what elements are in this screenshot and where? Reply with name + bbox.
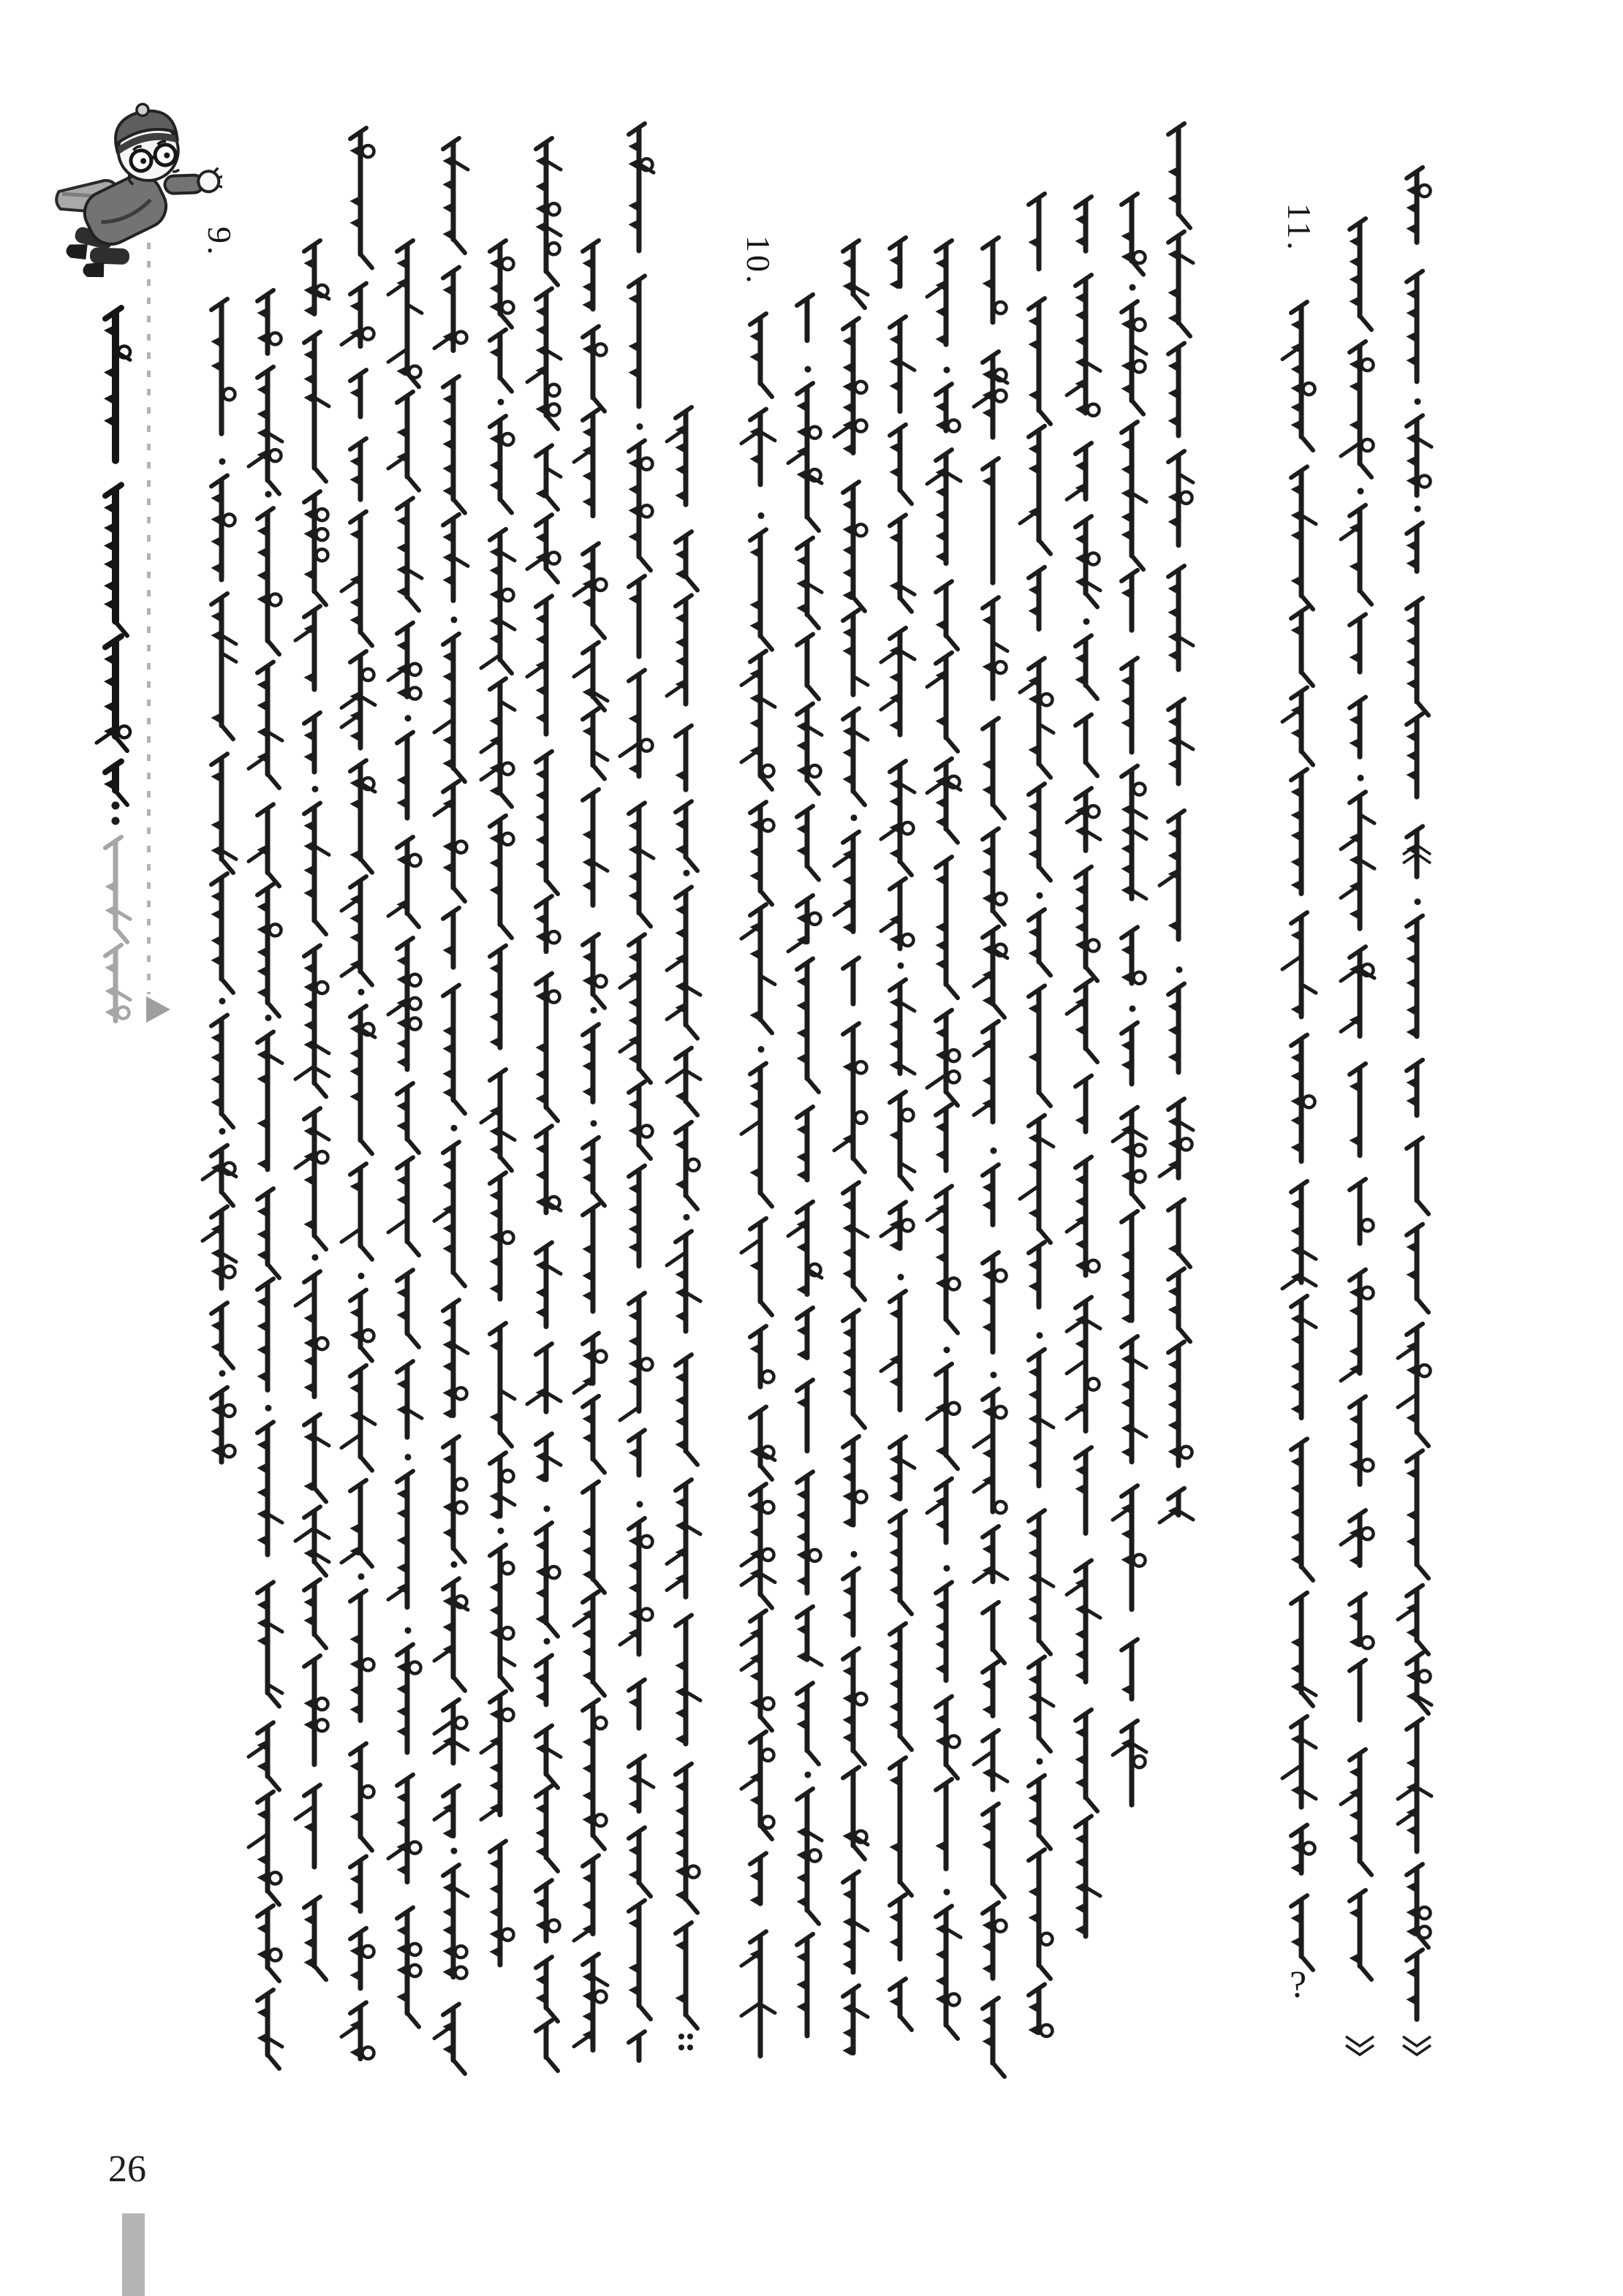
mongolian-text-column-sec10 <box>881 238 915 2030</box>
section-number-9: 9. <box>201 227 238 258</box>
mongolian-text-column-sec10 <box>788 295 822 2039</box>
mongolian-text-column-sec10 <box>741 314 775 2058</box>
mongolian-text-column-sec10 <box>1159 124 1193 1523</box>
mongolian-text-column-sec10 <box>834 240 868 2056</box>
question-mark: ? <box>1290 1964 1307 2006</box>
mongolian-text-column-sec9 <box>574 240 608 2053</box>
mongolian-text-column-sec11 <box>1398 167 1431 2055</box>
unit-subtitle-script <box>105 837 131 1023</box>
mongolian-text-column-sec9 <box>620 124 654 2063</box>
section-number-10: 10. <box>740 235 777 287</box>
page-number: 26 <box>108 2148 146 2190</box>
mongolian-text-column-sec10 <box>974 238 1007 2077</box>
mongolian-text-column-sec11 <box>1282 302 1316 1970</box>
mongolian-text-column-sec9 <box>249 290 282 2069</box>
mongolian-text-column-sec9 <box>203 299 236 1465</box>
mongolian-text-column-sec9 <box>434 138 468 2074</box>
mongolian-text-column-sec10 <box>927 240 961 2039</box>
page-corner-print-bar <box>122 2213 145 2296</box>
mongolian-text-column-sec9 <box>388 240 422 2027</box>
mongolian-text-column-sec11 <box>1341 219 1374 2055</box>
mongolian-text-column-sec9 <box>341 128 375 2061</box>
mongolian-text-column-sec9 <box>481 240 515 1968</box>
unit-title-script <box>97 308 130 825</box>
mongolian-text-column-sec10 <box>1067 197 1100 1939</box>
mongolian-text-column-sec9 <box>295 240 329 1979</box>
mongolian-text-column-sec10 <box>1020 194 1053 2037</box>
mongolian-text-column-sec9 <box>667 407 700 2050</box>
section-number-11: 11. <box>1281 203 1318 253</box>
mongolian-text-column-sec9 <box>527 138 561 2071</box>
mongolian-text-column-sec10 <box>1113 194 1146 1808</box>
